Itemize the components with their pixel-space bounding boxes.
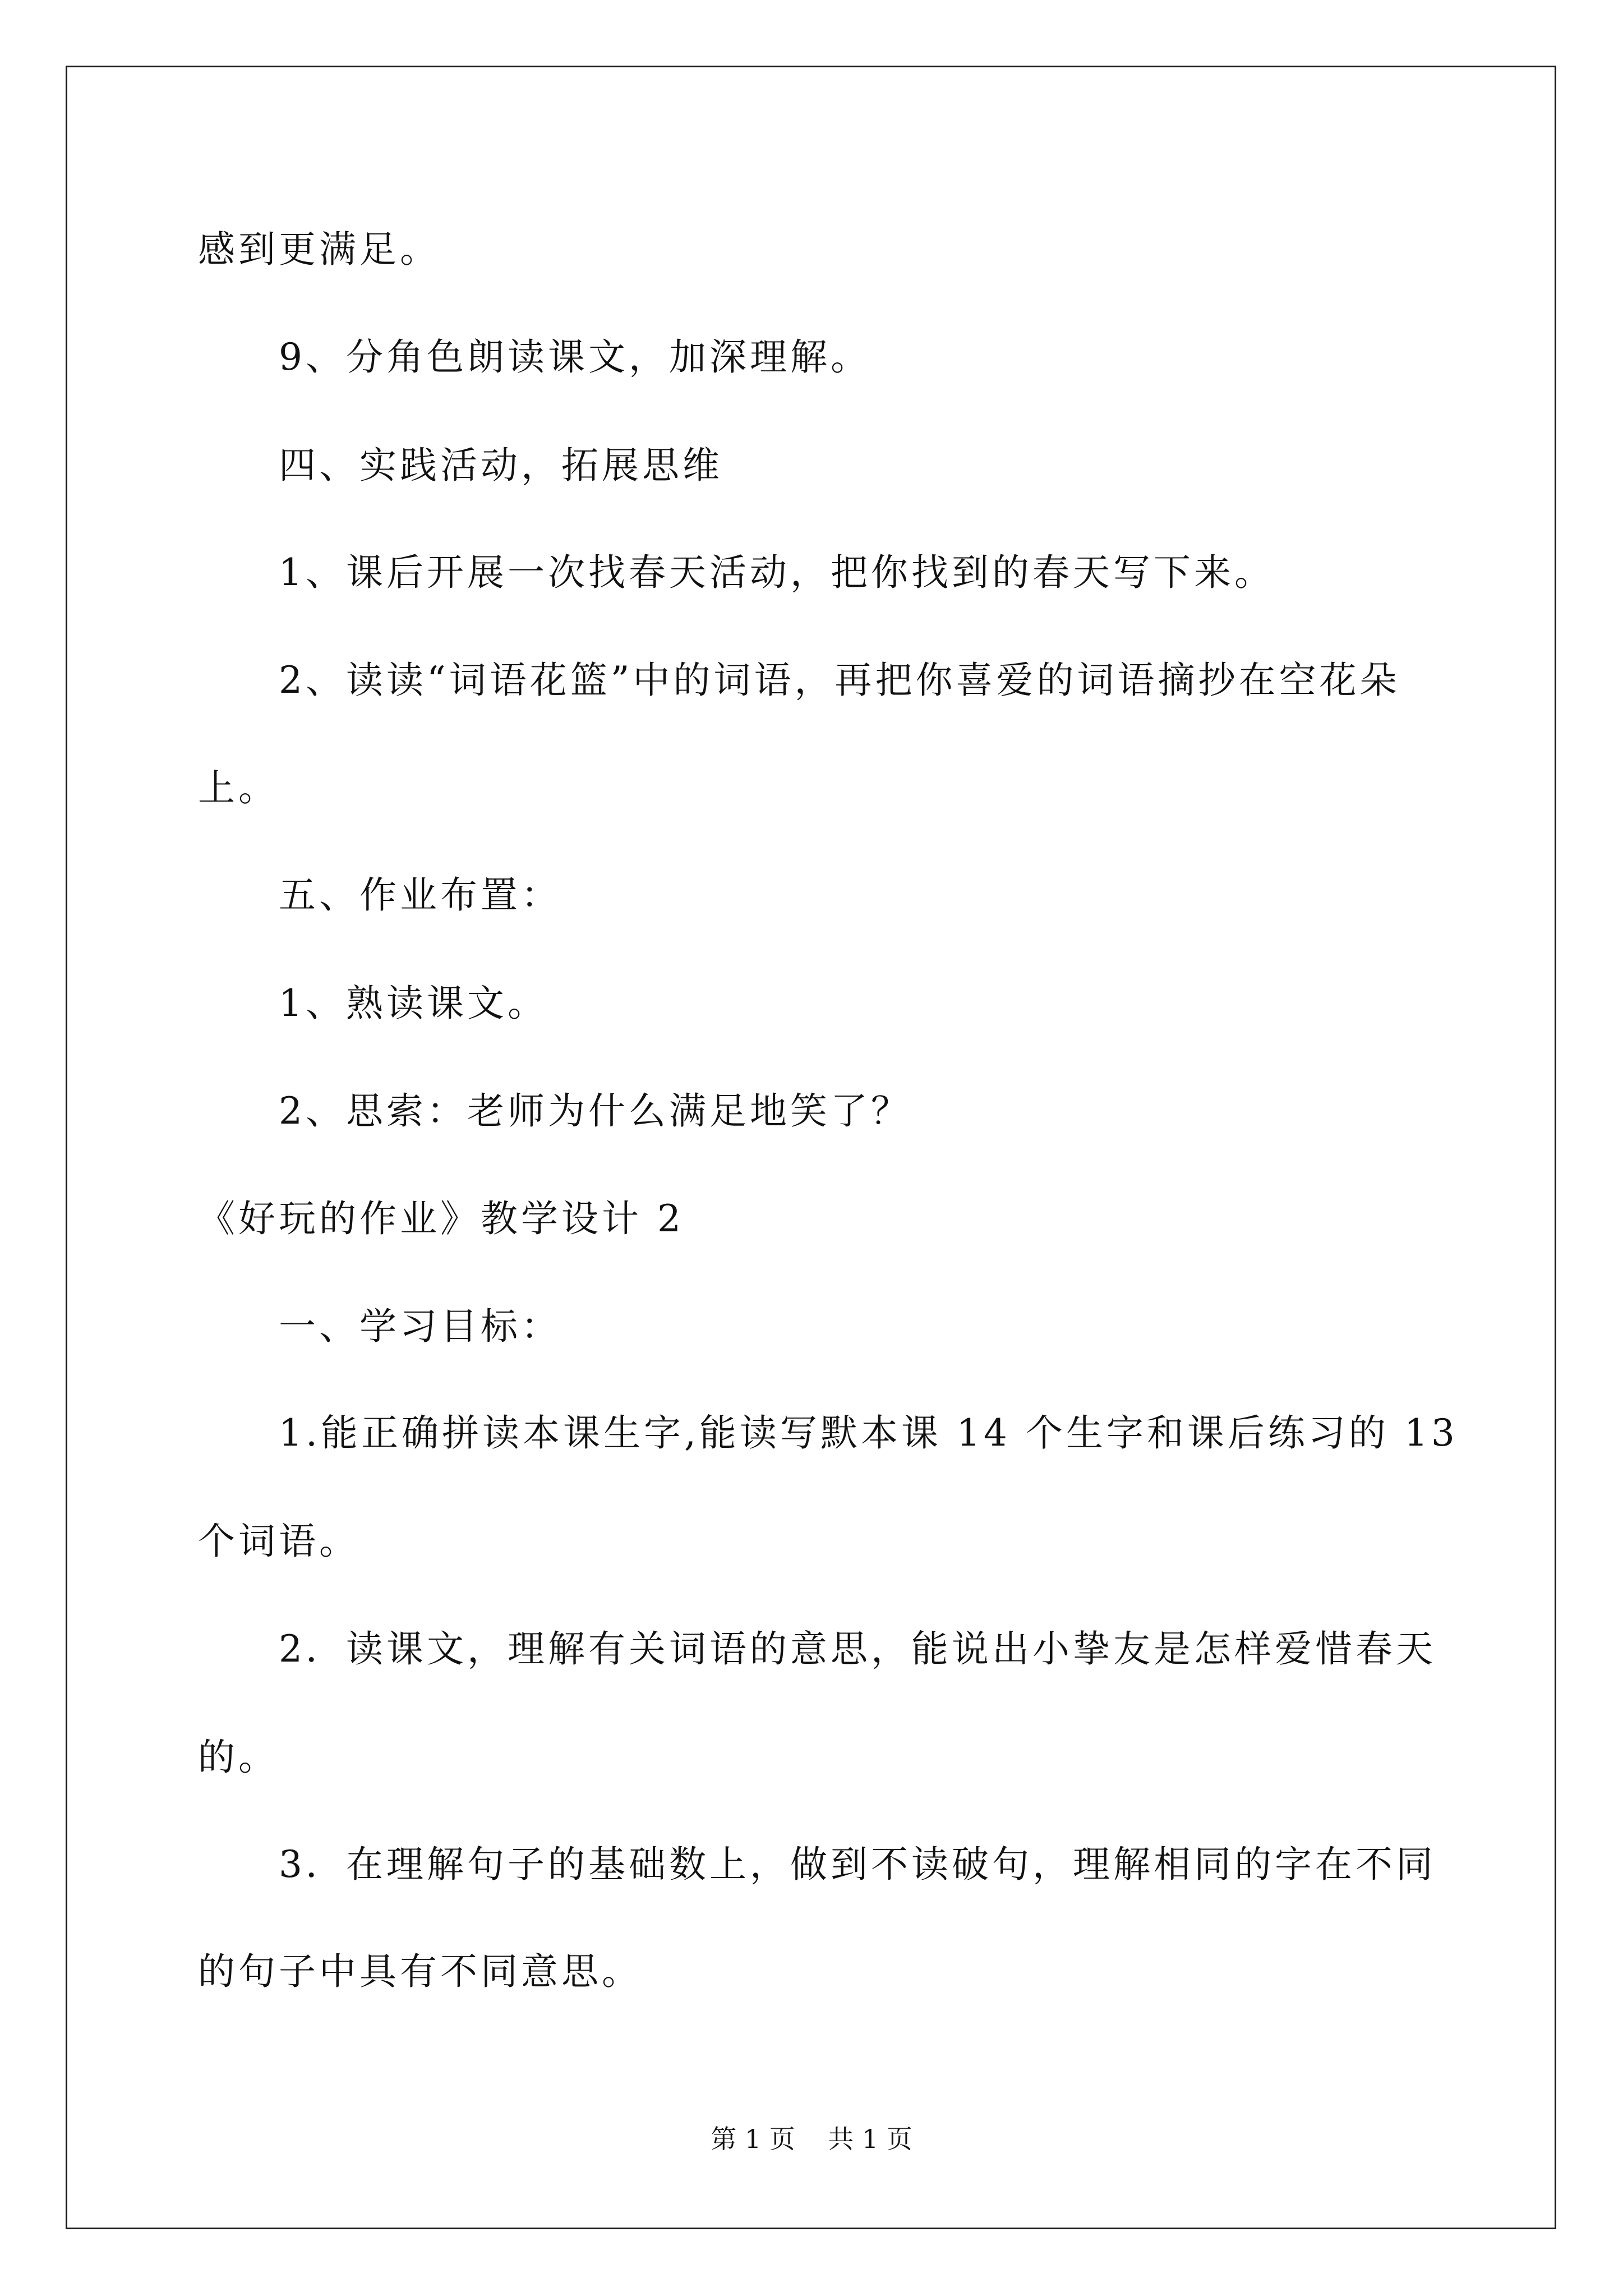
section-heading-goals: 一、学习目标： [279, 1305, 561, 1348]
text-line-14: 2．读课文，理解有关词语的意思，能说出小挚友是怎样爱惜春天 [279, 1627, 1436, 1671]
text-line-4: 1、课后开展一次找春天活动，把你找到的春天写下来。 [279, 551, 1275, 594]
section-heading-homework: 五、作业布置： [279, 873, 561, 917]
document-title: 《好玩的作业》教学设计 2 [198, 1197, 684, 1240]
page-border [66, 66, 1556, 2229]
text-line-8: 1、熟读课文。 [279, 982, 548, 1025]
text-line-13: 个词语。 [198, 1520, 359, 1563]
text-line-16: 3．在理解句子的基础数上，做到不读破句，理解相同的字在不同 [279, 1843, 1436, 1886]
text-line-17: 的句子中具有不同意思。 [198, 1950, 642, 1993]
section-heading-practice: 四、实践活动，拓展思维 [279, 444, 723, 487]
text-line-12: 1.能正确拼读本课生字,能读写默本课 14 个生字和课后练习的 13 [279, 1411, 1458, 1455]
text-line-9: 2、思索：老师为什么满足地笑了？ [279, 1089, 911, 1133]
text-line-2: 9、分角色朗读课文，加深理解。 [279, 335, 871, 379]
text-line-6: 上。 [198, 766, 279, 809]
page-number-footer: 第 1 页 共 1 页 [711, 2124, 912, 2154]
text-line-1: 感到更满足。 [198, 228, 440, 271]
text-line-5: 2、读读“词语花篮”中的词语，再把你喜爱的词语摘抄在空花朵 [279, 659, 1400, 702]
text-line-15: 的。 [198, 1736, 279, 1779]
